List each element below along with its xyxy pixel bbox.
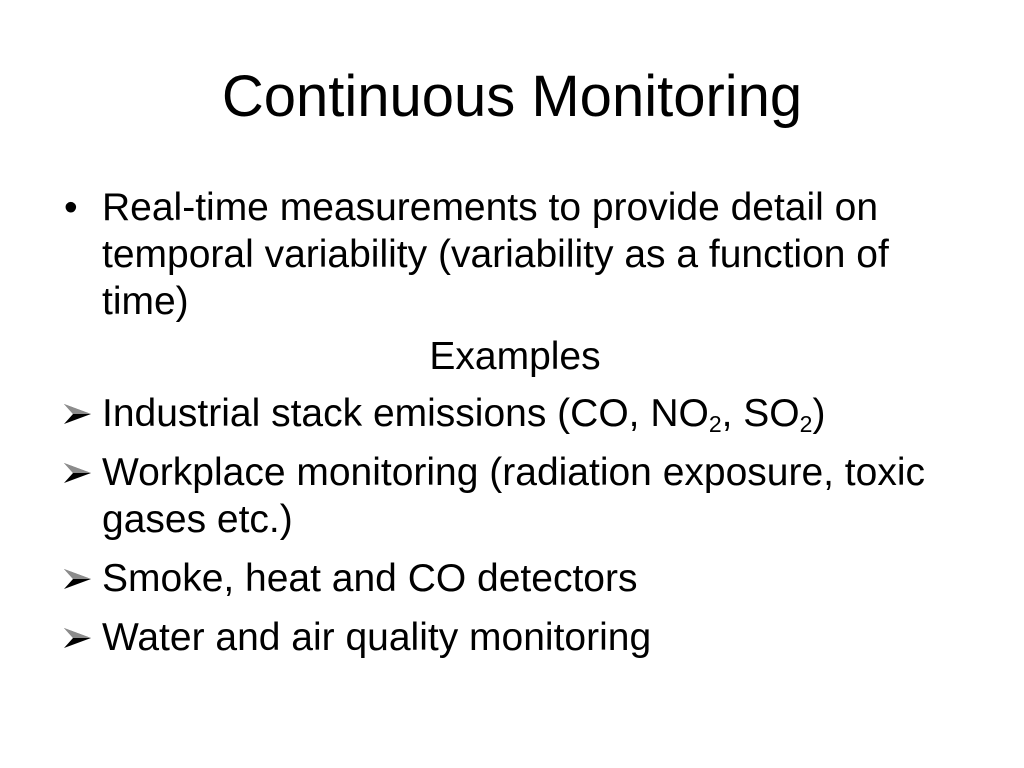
example-text-workplace: Workplace monitoring (radiation exposure, toxic gases etc.)	[102, 451, 925, 541]
slide-body	[60, 184, 970, 673]
bullet-dot-icon: •	[64, 186, 78, 229]
arrow-bullet-icon	[60, 460, 96, 486]
bullet-item	[60, 184, 970, 325]
slide-title: Continuous Monitoring	[221, 64, 803, 129]
arrow-bullet-icon	[60, 401, 96, 427]
example-item-water-air	[60, 614, 970, 661]
subscript-2: 2	[708, 411, 722, 437]
example-text-detectors: Smoke, heat and CO detectors	[102, 557, 638, 600]
example-text-industrial	[102, 392, 825, 435]
example-part-1: Industrial stack emissions (CO, NO	[102, 392, 709, 435]
bullet-text: Real-time measurements to provide detail on temporal variability (variability as a function of time)	[102, 186, 889, 323]
example-item-industrial	[60, 390, 970, 437]
example-text-water-air: Water and air quality monitoring	[102, 616, 652, 659]
example-part-3: )	[812, 392, 826, 435]
example-item-detectors	[60, 555, 970, 602]
example-item-workplace	[60, 449, 970, 543]
examples-heading: Examples	[429, 335, 601, 378]
example-part-2: , SO	[721, 392, 800, 435]
arrow-bullet-icon	[60, 625, 96, 651]
subscript-2: 2	[799, 411, 813, 437]
arrow-bullet-icon	[60, 566, 96, 592]
